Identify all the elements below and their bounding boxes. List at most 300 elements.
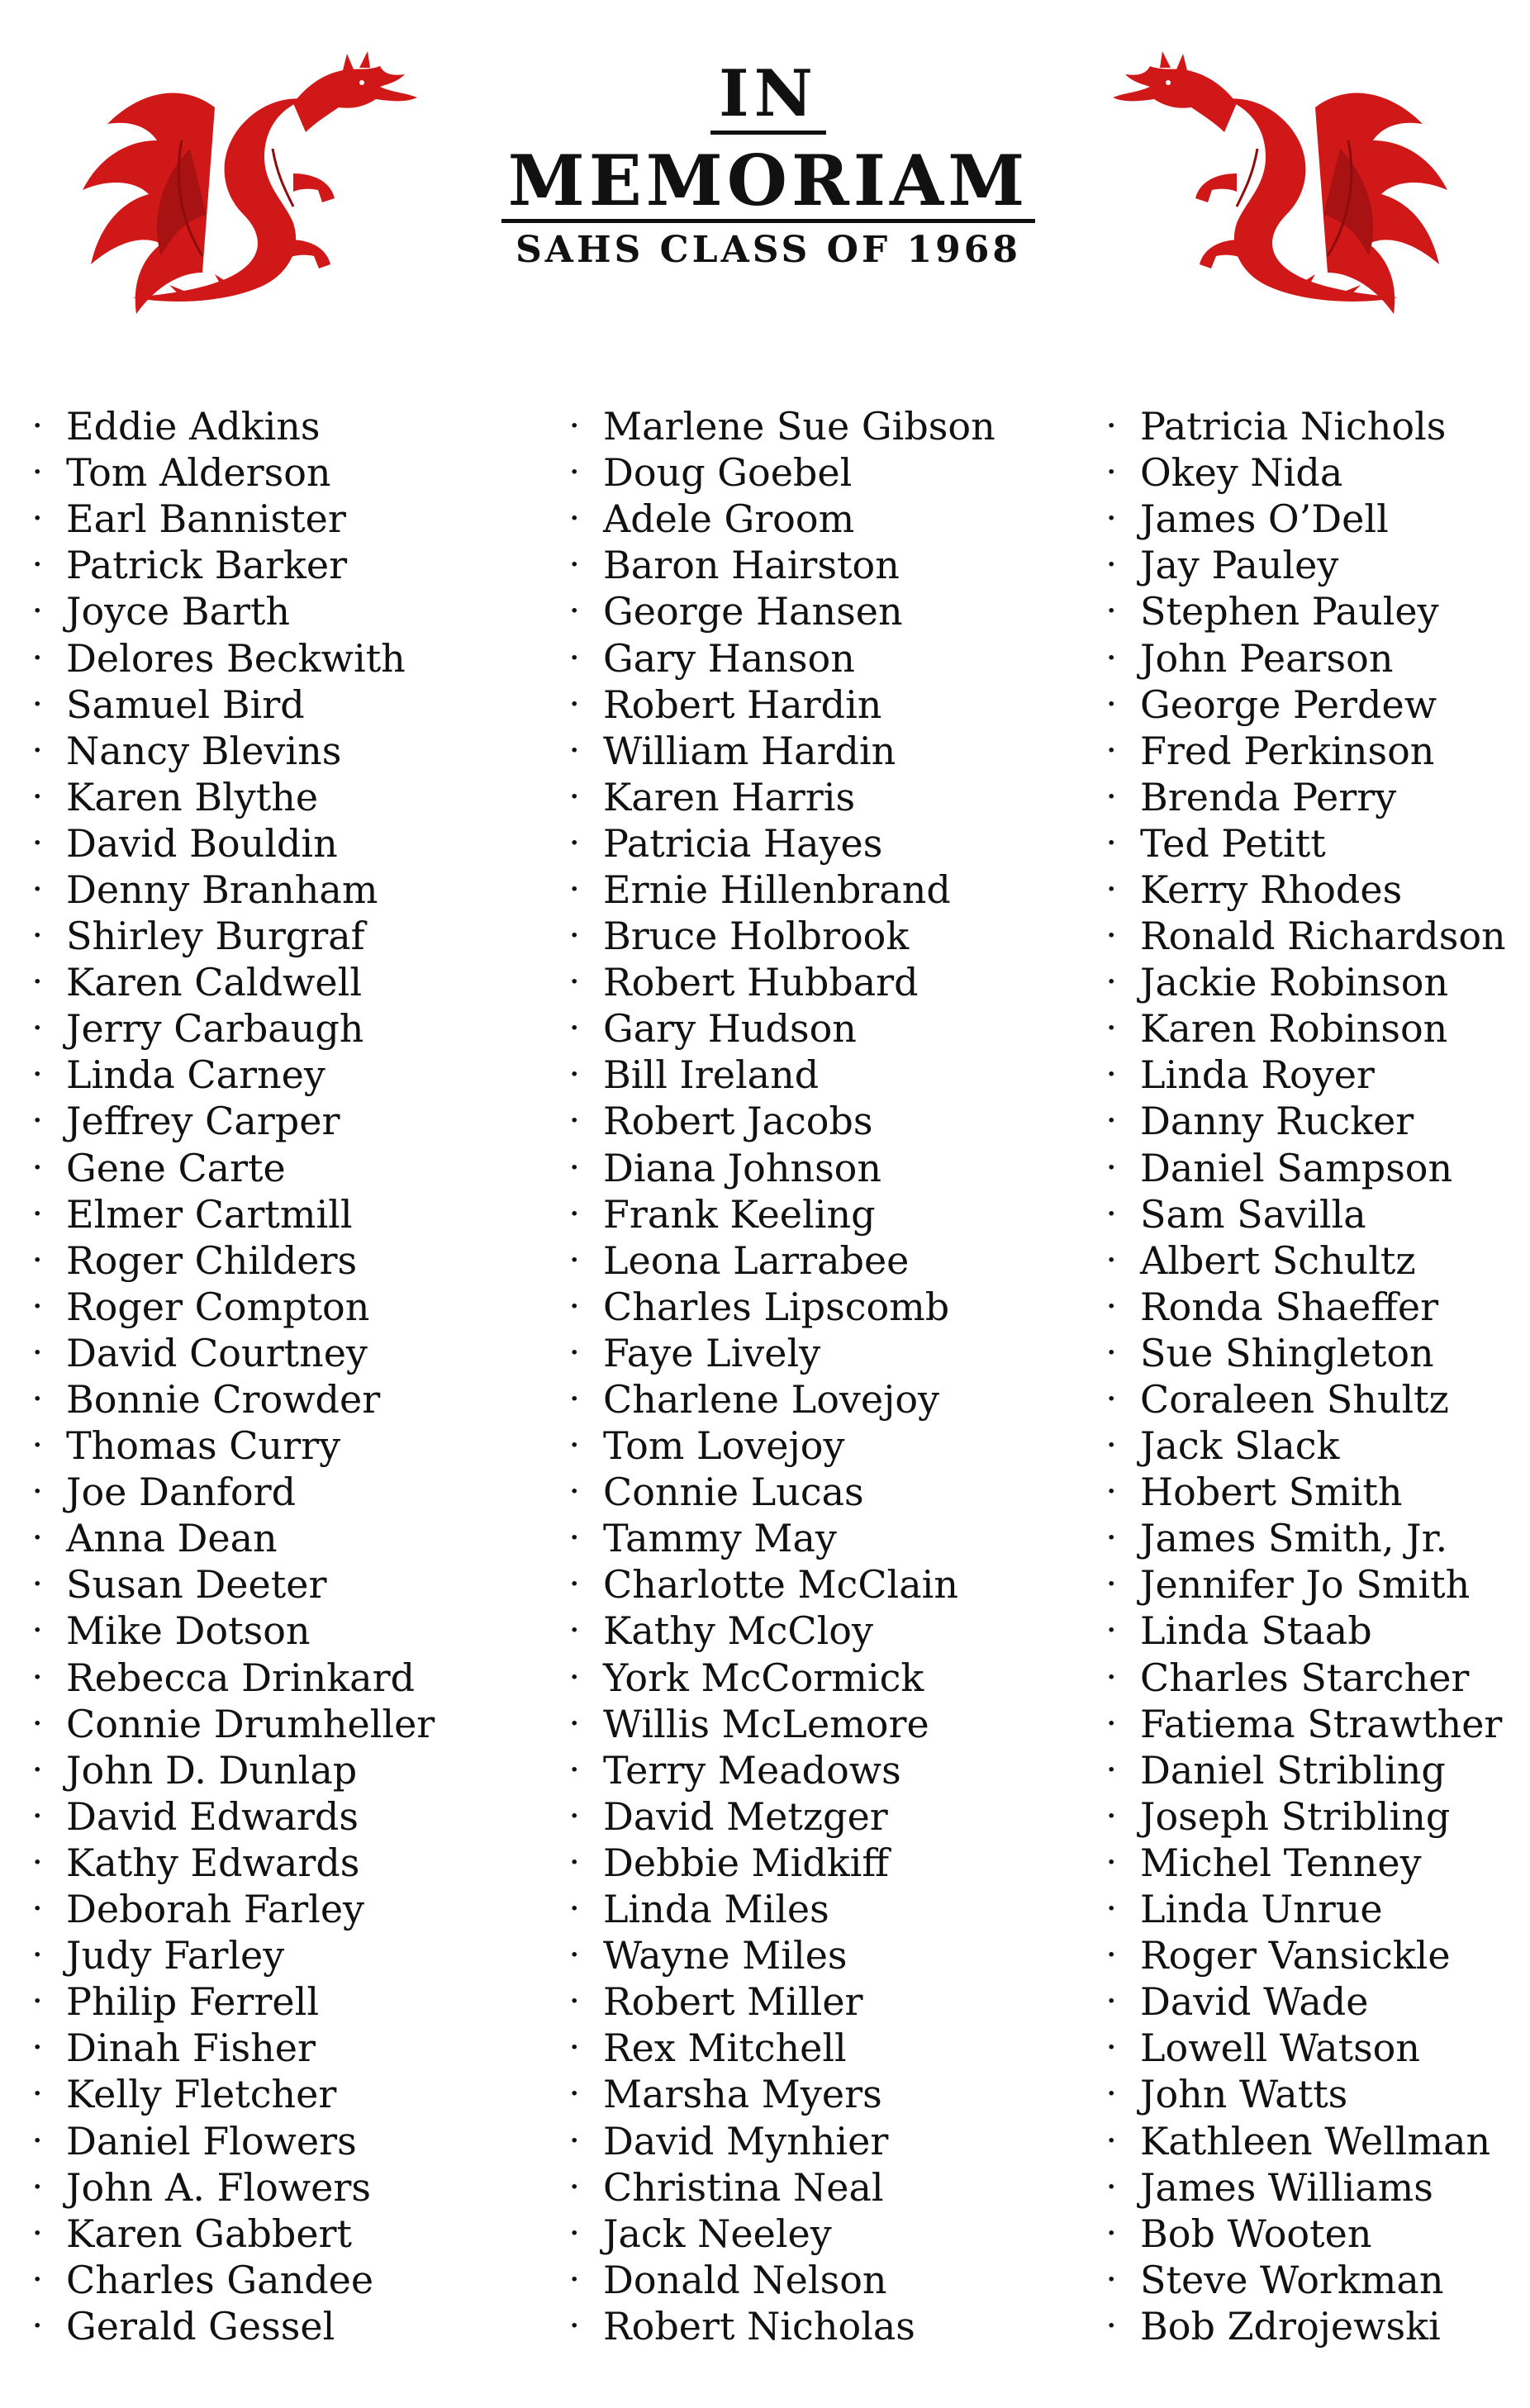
person-name: Bob Zdrojewski (1140, 2303, 1441, 2349)
person-name: Ernie Hillenbrand (603, 867, 951, 912)
bullet-icon: · (570, 2033, 579, 2063)
name-list-item (1107, 1005, 1512, 1052)
bullet-icon: · (1107, 2079, 1116, 2109)
name-list-item (33, 496, 570, 542)
bullet-icon: · (1107, 411, 1116, 441)
bullet-icon: · (570, 1014, 579, 1043)
bullet-icon: · (570, 828, 579, 857)
person-name: Robert Jacobs (603, 1099, 873, 1144)
person-name: Baron Hairston (603, 543, 900, 588)
person-name: Patrick Barker (66, 543, 348, 588)
name-list-item (570, 820, 1107, 867)
bullet-icon: · (1107, 1987, 1116, 2016)
person-name: David Bouldin (66, 820, 338, 866)
person-name: Robert Hardin (603, 682, 882, 727)
bullet-icon: · (33, 781, 42, 811)
name-list-item (570, 867, 1107, 913)
name-list-item (33, 867, 570, 913)
bullet-icon: · (570, 1060, 579, 1090)
person-name: Willis McLemore (603, 1701, 929, 1746)
person-name: Joe Danford (66, 1470, 297, 1515)
person-name: Patricia Hayes (603, 820, 883, 866)
name-list-item (33, 2071, 570, 2117)
person-name: Joseph Stribling (1140, 1793, 1451, 1839)
person-name: Bill Ireland (603, 1052, 820, 1098)
bullet-icon: · (1107, 1477, 1116, 1507)
bullet-icon: · (1107, 2172, 1116, 2201)
name-list-item (33, 1237, 570, 1284)
name-list-item (570, 403, 1107, 449)
name-list-item (1107, 2257, 1512, 2303)
person-name: Marlene Sue Gibson (603, 404, 995, 449)
name-list-item (33, 1655, 570, 1701)
bullet-icon: · (33, 1384, 42, 1414)
bullet-icon: · (1107, 921, 1116, 951)
bullet-icon: · (1107, 874, 1116, 904)
person-name: Coraleen Shultz (1140, 1377, 1449, 1422)
bullet-icon: · (33, 2125, 42, 2155)
name-list-item (33, 1284, 570, 1330)
name-list-item (1107, 1608, 1512, 1654)
person-name: Anna Dean (66, 1516, 278, 1561)
person-name: Ronald Richardson (1140, 914, 1506, 959)
name-list-item (1107, 682, 1512, 728)
person-name: Charlene Lovejoy (603, 1377, 940, 1422)
name-list-item (33, 1422, 570, 1469)
bullet-icon: · (1107, 2125, 1116, 2155)
name-list-item (33, 728, 570, 774)
name-list-item (570, 1237, 1107, 1284)
bullet-icon: · (570, 1570, 579, 1599)
name-list-item (570, 2071, 1107, 2117)
bullet-icon: · (570, 2125, 579, 2155)
person-name: Bonnie Crowder (66, 1377, 381, 1422)
name-list-item (570, 634, 1107, 681)
name-list-item (33, 2257, 570, 2303)
bullet-icon: · (1107, 596, 1116, 626)
person-name: Samuel Bird (66, 682, 305, 727)
name-list-item (1107, 1793, 1512, 1840)
person-name: Sue Shingleton (1140, 1330, 1434, 1375)
bullet-icon: · (33, 596, 42, 626)
person-name: Karen Gabbert (66, 2211, 353, 2256)
bullet-icon: · (570, 458, 579, 487)
name-list-item (33, 1608, 570, 1654)
name-list-item (1107, 1655, 1512, 1701)
name-list-item (33, 774, 570, 820)
person-name: Leona Larrabee (603, 1237, 910, 1283)
name-list-item (33, 542, 570, 588)
bullet-icon: · (33, 828, 42, 857)
bullet-icon: · (33, 1523, 42, 1553)
person-name: Charles Starcher (1140, 1655, 1470, 1700)
bullet-icon: · (570, 596, 579, 626)
bullet-icon: · (570, 1152, 579, 1182)
bullet-icon: · (33, 2218, 42, 2248)
person-name: Kathy McCloy (603, 1608, 873, 1654)
person-name: Adele Groom (603, 496, 855, 542)
person-name: David Edwards (66, 1793, 359, 1839)
name-list-item (33, 1330, 570, 1376)
person-name: Daniel Flowers (66, 2118, 357, 2163)
name-list-item (33, 403, 570, 449)
bullet-icon: · (570, 1708, 579, 1738)
bullet-icon: · (1107, 1060, 1116, 1090)
bullet-icon: · (1107, 504, 1116, 534)
person-name: Shirley Burgraf (66, 914, 365, 959)
name-list-item (33, 2211, 570, 2257)
bullet-icon: · (33, 921, 42, 951)
name-list-item (33, 1098, 570, 1144)
names-column-3 (1107, 403, 1512, 2349)
name-list-item (570, 1561, 1107, 1608)
bullet-icon: · (570, 1291, 579, 1321)
bullet-icon: · (570, 2079, 579, 2109)
person-name: Donald Nelson (603, 2257, 887, 2302)
bullet-icon: · (1107, 1199, 1116, 1228)
person-name: Karen Harris (603, 774, 856, 819)
bullet-icon: · (570, 1199, 579, 1228)
bullet-icon: · (1107, 1662, 1116, 1692)
person-name: Connie Drumheller (66, 1701, 435, 1746)
person-name: Marsha Myers (603, 2072, 882, 2117)
title-in: IN (710, 58, 826, 135)
person-name: Jerry Carbaugh (66, 1006, 364, 1052)
bullet-icon: · (570, 504, 579, 534)
name-list-item (1107, 1052, 1512, 1098)
name-list-item (570, 1052, 1107, 1098)
person-name: Connie Lucas (603, 1470, 864, 1515)
person-name: Charles Gandee (66, 2257, 374, 2302)
name-list-item (1107, 1747, 1512, 1793)
name-list-item (570, 1469, 1107, 1515)
person-name: Linda Staab (1140, 1608, 1372, 1654)
bullet-icon: · (1107, 1152, 1116, 1182)
person-name: Fatiema Strawther (1140, 1701, 1503, 1746)
person-name: John D. Dunlap (66, 1747, 358, 1793)
bullet-icon: · (570, 781, 579, 811)
bullet-icon: · (570, 1801, 579, 1831)
name-list-item (570, 1422, 1107, 1469)
name-list-item (33, 913, 570, 959)
bullet-icon: · (570, 1662, 579, 1692)
names-column-2 (570, 403, 1107, 2349)
person-name: Philip Ferrell (66, 1979, 320, 2025)
name-list-item (33, 634, 570, 681)
bullet-icon: · (570, 1337, 579, 1367)
bullet-icon: · (1107, 550, 1116, 580)
bullet-icon: · (33, 1431, 42, 1460)
bullet-icon: · (33, 1987, 42, 2016)
name-list-item (1107, 2303, 1512, 2349)
bullet-icon: · (1107, 643, 1116, 672)
name-list-item (570, 1376, 1107, 1422)
person-name: Denny Branham (66, 867, 378, 912)
person-name: Jackie Robinson (1140, 960, 1449, 1005)
bullet-icon: · (1107, 1940, 1116, 1970)
person-name: Eddie Adkins (66, 404, 321, 449)
name-list-item (33, 1840, 570, 1886)
bullet-icon: · (1107, 1431, 1116, 1460)
person-name: Jack Neeley (603, 2211, 832, 2256)
person-name: Deborah Farley (66, 1887, 365, 1932)
bullet-icon: · (1107, 1801, 1116, 1831)
name-list-item (33, 1701, 570, 1747)
person-name: David Wade (1140, 1979, 1369, 2025)
person-name: Rebecca Drinkard (66, 1655, 416, 1700)
name-list-item (33, 1747, 570, 1793)
bullet-icon: · (33, 1616, 42, 1646)
bullet-icon: · (570, 1847, 579, 1877)
name-list-item (570, 1701, 1107, 1747)
name-list-item (1107, 774, 1512, 820)
person-name: Kathleen Wellman (1140, 2118, 1491, 2163)
person-name: James Smith, Jr. (1140, 1516, 1448, 1561)
person-name: Tammy May (603, 1516, 837, 1561)
name-list-item (1107, 403, 1512, 449)
class-subtitle: SAHS CLASS OF 1968 (516, 229, 1021, 271)
bullet-icon: · (1107, 1570, 1116, 1599)
memoriam-names (33, 403, 1512, 2349)
name-list-item (33, 1515, 570, 1561)
name-list-item (570, 1747, 1107, 1793)
name-list-item (570, 1793, 1107, 1840)
person-name: Tom Alderson (66, 450, 331, 496)
name-list-item (1107, 1701, 1512, 1747)
bullet-icon: · (570, 1477, 579, 1507)
bullet-icon: · (33, 643, 42, 672)
bullet-icon: · (570, 921, 579, 951)
person-name: David Courtney (66, 1330, 368, 1375)
name-list-item (570, 2211, 1107, 2257)
bullet-icon: · (33, 1060, 42, 1090)
name-list-item (33, 2303, 570, 2349)
person-name: Robert Hubbard (603, 960, 919, 1005)
bullet-icon: · (33, 1894, 42, 1924)
name-list-item (1107, 2025, 1512, 2071)
name-list-item (1107, 1515, 1512, 1561)
person-name: Faye Lively (603, 1330, 821, 1375)
name-list-item (570, 682, 1107, 728)
name-list-item (570, 2257, 1107, 2303)
person-name: Steve Workman (1140, 2257, 1444, 2302)
red-dragon-emblem-right (1109, 50, 1472, 322)
name-list-item (1107, 820, 1512, 867)
name-list-item (570, 1608, 1107, 1654)
bullet-icon: · (33, 1940, 42, 1970)
name-list-item (570, 1005, 1107, 1052)
person-name: Linda Royer (1140, 1052, 1375, 1098)
bullet-icon: · (1107, 735, 1116, 765)
name-list-item (570, 774, 1107, 820)
person-name: Earl Bannister (66, 496, 346, 542)
name-list-item (33, 1005, 570, 1052)
person-name: Christina Neal (603, 2164, 884, 2210)
name-list-item (570, 1515, 1107, 1561)
name-list-item (570, 1886, 1107, 1932)
person-name: Brenda Perry (1140, 774, 1397, 819)
person-name: Linda Miles (603, 1887, 829, 1932)
name-list-item (33, 1376, 570, 1422)
name-list-item (33, 1978, 570, 2025)
bullet-icon: · (33, 1708, 42, 1738)
bullet-icon: · (33, 2172, 42, 2201)
person-name: Ronda Shaeffer (1140, 1284, 1439, 1329)
name-list-item (570, 1978, 1107, 2025)
title-block (463, 58, 1074, 271)
name-list-item (33, 1793, 570, 1840)
name-list-item (1107, 1376, 1512, 1422)
person-name: Diana Johnson (603, 1145, 882, 1190)
person-name: Kathy Edwards (66, 1840, 360, 1885)
name-list-item (33, 1191, 570, 1237)
bullet-icon: · (1107, 458, 1116, 487)
bullet-icon: · (1107, 1755, 1116, 1784)
person-name: Rex Mitchell (603, 2026, 847, 2071)
bullet-icon: · (33, 550, 42, 580)
person-name: Gene Carte (66, 1145, 286, 1190)
bullet-icon: · (570, 643, 579, 672)
person-name: Linda Unrue (1140, 1887, 1383, 1932)
bullet-icon: · (33, 1014, 42, 1043)
name-list-item (33, 2117, 570, 2163)
bullet-icon: · (570, 1523, 579, 1553)
person-name: David Metzger (603, 1793, 888, 1839)
person-name: James O’Dell (1140, 496, 1389, 542)
person-name: Gerald Gessel (66, 2303, 335, 2349)
title-memoriam: MEMORIAM (501, 143, 1035, 223)
person-name: Roger Vansickle (1140, 1933, 1451, 1978)
person-name: Charles Lipscomb (603, 1284, 950, 1329)
bullet-icon: · (33, 689, 42, 719)
name-list-item (1107, 1330, 1512, 1376)
person-name: Fred Perkinson (1140, 728, 1435, 773)
bullet-icon: · (570, 1894, 579, 1924)
person-name: Mike Dotson (66, 1608, 311, 1654)
name-list-item (1107, 1098, 1512, 1144)
bullet-icon: · (1107, 1616, 1116, 1646)
bullet-icon: · (1107, 2264, 1116, 2294)
person-name: Elmer Cartmill (66, 1191, 353, 1237)
name-list-item (570, 1330, 1107, 1376)
person-name: Jay Pauley (1140, 543, 1339, 588)
bullet-icon: · (33, 1337, 42, 1367)
person-name: Karen Robinson (1140, 1006, 1448, 1052)
person-name: Susan Deeter (66, 1562, 327, 1608)
bullet-icon: · (570, 2311, 579, 2340)
name-list-item (1107, 1932, 1512, 1978)
person-name: Thomas Curry (66, 1423, 341, 1469)
bullet-icon: · (1107, 1014, 1116, 1043)
name-list-item (570, 588, 1107, 634)
person-name: Delores Beckwith (66, 635, 406, 681)
bullet-icon: · (570, 735, 579, 765)
name-list-item (1107, 1284, 1512, 1330)
bullet-icon: · (570, 2218, 579, 2248)
person-name: York McCormick (603, 1655, 924, 1700)
person-name: Michel Tenney (1140, 1840, 1422, 1885)
name-list-item (570, 1098, 1107, 1144)
name-list-item (570, 728, 1107, 774)
person-name: Jack Slack (1140, 1423, 1340, 1469)
name-list-item (33, 1561, 570, 1608)
bullet-icon: · (33, 2311, 42, 2340)
bullet-icon: · (1107, 781, 1116, 811)
name-list-item (570, 2117, 1107, 2163)
person-name: Frank Keeling (603, 1191, 876, 1237)
person-name: Joyce Barth (66, 589, 291, 634)
name-list-item (1107, 496, 1512, 542)
bullet-icon: · (1107, 1384, 1116, 1414)
name-list-item (33, 2025, 570, 2071)
bullet-icon: · (33, 1106, 42, 1136)
name-list-item (1107, 2071, 1512, 2117)
bullet-icon: · (33, 411, 42, 441)
person-name: David Mynhier (603, 2118, 889, 2163)
person-name: Tom Lovejoy (603, 1423, 845, 1469)
person-name: Terry Meadows (603, 1747, 901, 1793)
name-list-item (1107, 1422, 1512, 1469)
name-list-item (1107, 913, 1512, 959)
name-list-item (33, 1052, 570, 1098)
bullet-icon: · (1107, 828, 1116, 857)
person-name: Jennifer Jo Smith (1140, 1562, 1471, 1608)
name-list-item (570, 2025, 1107, 2071)
bullet-icon: · (33, 2264, 42, 2294)
person-name: Gary Hanson (603, 635, 855, 681)
name-list-item (1107, 1978, 1512, 2025)
person-name: Gary Hudson (603, 1006, 857, 1052)
name-list-item (1107, 588, 1512, 634)
name-list-item (1107, 1191, 1512, 1237)
bullet-icon: · (1107, 1245, 1116, 1275)
person-name: Lowell Watson (1140, 2026, 1421, 2071)
person-name: Roger Compton (66, 1284, 370, 1329)
name-list-item (570, 1932, 1107, 1978)
name-list-item (1107, 542, 1512, 588)
bullet-icon: · (33, 504, 42, 534)
bullet-icon: · (570, 1431, 579, 1460)
bullet-icon: · (33, 1245, 42, 1275)
person-name: Doug Goebel (603, 450, 853, 496)
name-list-item (570, 1191, 1107, 1237)
name-list-item (570, 496, 1107, 542)
person-name: Bob Wooten (1140, 2211, 1372, 2256)
bullet-icon: · (570, 2172, 579, 2201)
person-name: Robert Miller (603, 1979, 863, 2025)
bullet-icon: · (570, 874, 579, 904)
person-name: Daniel Sampson (1140, 1145, 1453, 1190)
bullet-icon: · (33, 1801, 42, 1831)
person-name: Linda Carney (66, 1052, 325, 1098)
name-list-item (570, 1655, 1107, 1701)
person-name: Albert Schultz (1140, 1237, 1416, 1283)
bullet-icon: · (570, 689, 579, 719)
bullet-icon: · (570, 2264, 579, 2294)
bullet-icon: · (33, 1570, 42, 1599)
name-list-item (570, 1145, 1107, 1191)
bullet-icon: · (33, 1662, 42, 1692)
bullet-icon: · (570, 1245, 579, 1275)
person-name: Dinah Fisher (66, 2026, 316, 2071)
person-name: Stephen Pauley (1140, 589, 1439, 634)
bullet-icon: · (1107, 1523, 1116, 1553)
person-name: Roger Childers (66, 1237, 358, 1283)
name-list-item (1107, 1840, 1512, 1886)
bullet-icon: · (33, 874, 42, 904)
name-list-item (570, 959, 1107, 1005)
person-name: Danny Rucker (1140, 1099, 1414, 1144)
